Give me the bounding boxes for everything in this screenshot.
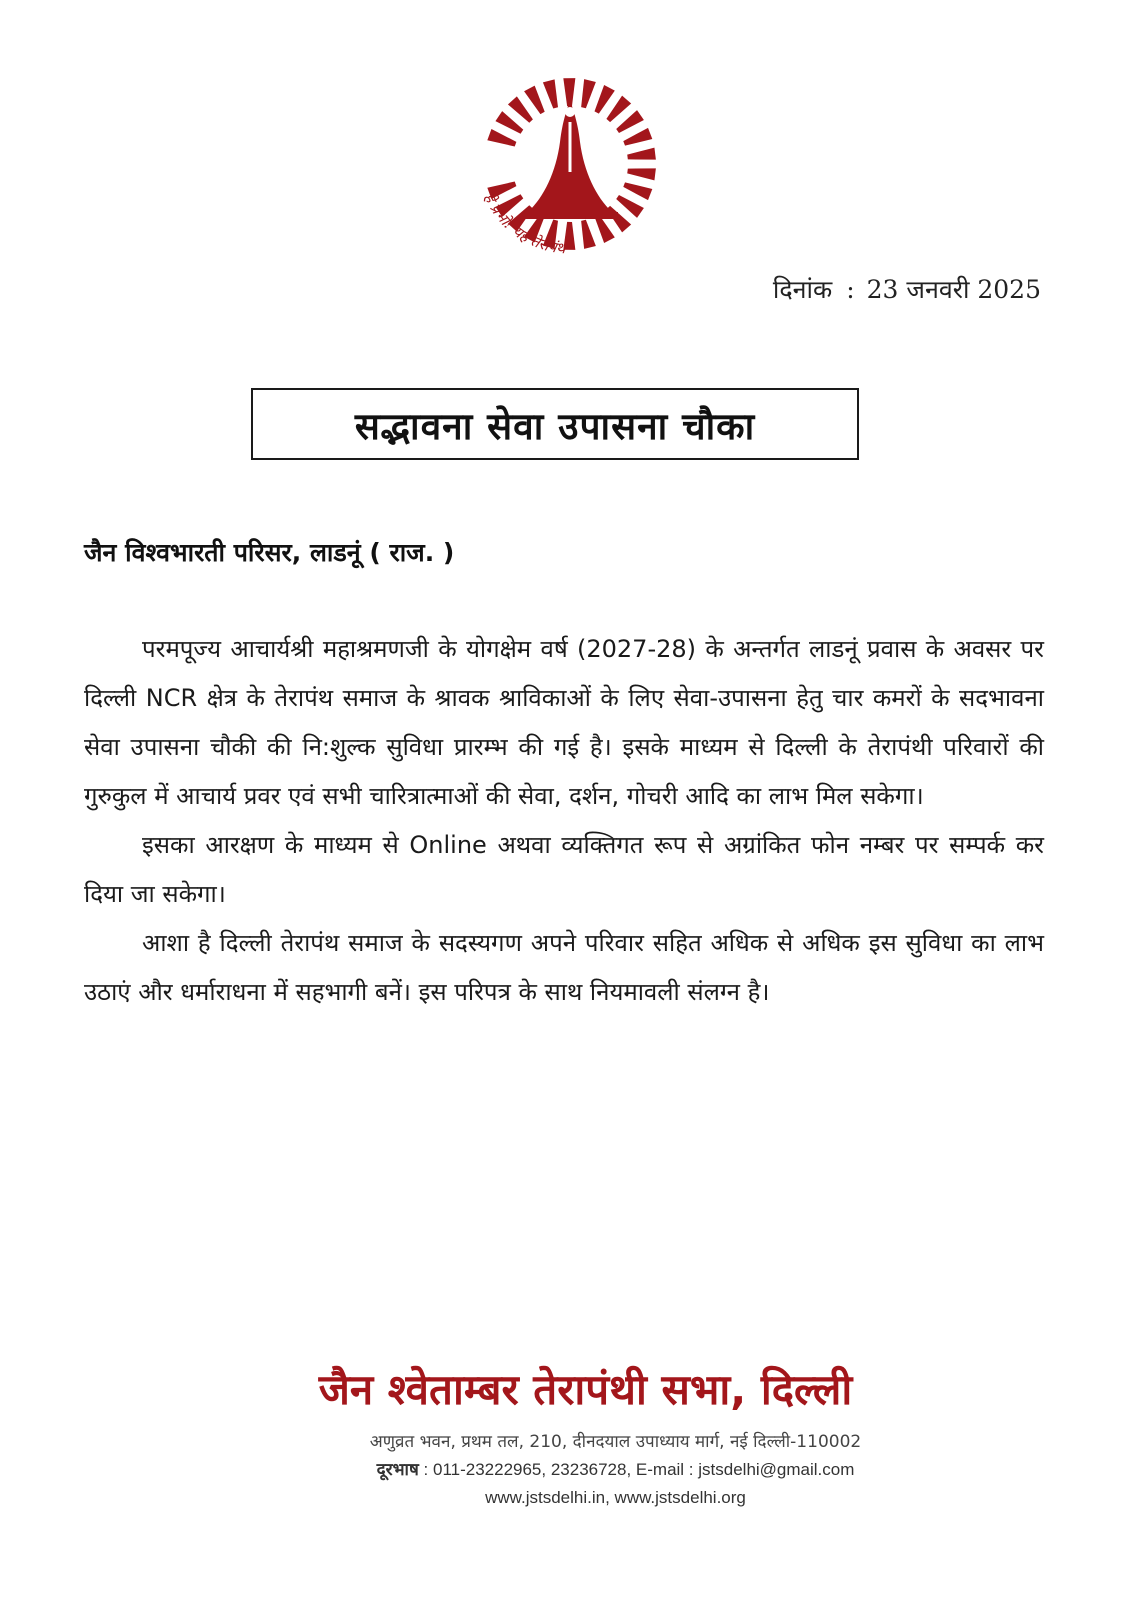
organization-address: अणुव्रत भवन, प्रथम तल, 210, दीनदयाल उपाध्याय मार्ग, नई दिल्ली-110002 bbox=[369, 1432, 862, 1452]
title-box bbox=[251, 388, 859, 460]
sun-ray bbox=[487, 129, 516, 146]
contact-line bbox=[100, 1456, 1131, 1484]
phone-label: दूरभाष bbox=[376, 1460, 419, 1479]
phone-separator: : bbox=[423, 1460, 429, 1479]
letter-body bbox=[84, 625, 1044, 1017]
websites: www.jstsdelhi.in, www.jstsdelhi.org bbox=[485, 1488, 746, 1507]
body-paragraph-3: आशा है दिल्ली तेरापंथ समाज के सदस्यगण अपने परिवार सहित अधिक से अधिक इस सुविधा का लाभ उठाएं और धर्माराधना में सहभागी बनें। इस परिपत्र के साथ नियमावली संलग्न है। bbox=[84, 929, 1044, 1006]
phone-and-email: 011-23222965, 23236728, E-mail : jstsdelhi@gmail.com bbox=[432, 1460, 855, 1479]
sun-ray bbox=[616, 110, 644, 133]
organization-name: जैन श्वेताम्बर तेरापंथी सभा, दिल्ली bbox=[318, 1365, 853, 1414]
sun-ray bbox=[616, 195, 644, 218]
date-separator: : bbox=[846, 275, 855, 304]
date-label: दिनांक bbox=[772, 275, 833, 304]
sun-ray bbox=[563, 78, 575, 106]
terapanth-emblem-logo bbox=[470, 72, 670, 262]
sun-ray bbox=[581, 79, 596, 108]
venue-heading: जैन विश्वभारती परिसर, लाडनूं ( राज. ) bbox=[84, 538, 455, 567]
sun-ray bbox=[495, 111, 523, 134]
sun-ray bbox=[606, 96, 631, 122]
sun-ray bbox=[623, 128, 652, 146]
sun-ray bbox=[627, 148, 656, 160]
sun-ray bbox=[543, 79, 558, 108]
sun-ray bbox=[508, 96, 533, 122]
sun-ray bbox=[594, 85, 614, 114]
sun-ray bbox=[623, 182, 652, 200]
tower-base bbox=[522, 212, 618, 219]
tower-top-dot bbox=[565, 107, 575, 117]
page-title: सद्भावना सेवा उपासना चौका bbox=[354, 404, 756, 448]
date-value: 23 जनवरी 2025 bbox=[866, 275, 1041, 304]
tower-slit bbox=[569, 122, 572, 172]
letterhead-footer bbox=[0, 1358, 1131, 1512]
logo-motto: हे प्रभो! यह तेरापंथ bbox=[480, 190, 567, 258]
sun-ray bbox=[627, 168, 656, 180]
sun-ray bbox=[606, 206, 631, 232]
body-paragraph-1: परमपूज्य आचार्यश्री महाश्रमणजी के योगक्षेम वर्ष (2027-28) के अन्तर्गत लाडनूं प्रवास के अवसर पर दिल्ली NCR क्षेत्र के तेरापंथ समाज के श्रावक श्राविकाओं के लिए सेवा-उपासना हेतु चार कमरों के सदभावना सेवा उपासना चौकी की नि:शुल्क सुविधा प्रारम्भ की गई है। इसके माध्यम से दिल्ली के तेरापंथी परिवारों की गुरुकुल में आचार्य प्रवर एवं सभी चारित्रात्माओं की सेवा, दर्शन, गोचरी आदि का लाभ मिल सकेगा। bbox=[84, 635, 1044, 810]
sun-ray bbox=[581, 220, 596, 249]
body-paragraph-2: इसका आरक्षण के माध्यम से Online अथवा व्यक्तिगत रूप से अग्रांकित फोन नम्बर पर सम्पर्क कर दिया जा सकेगा। bbox=[84, 831, 1044, 908]
date-line bbox=[773, 272, 1041, 306]
sun-ray bbox=[524, 86, 545, 115]
